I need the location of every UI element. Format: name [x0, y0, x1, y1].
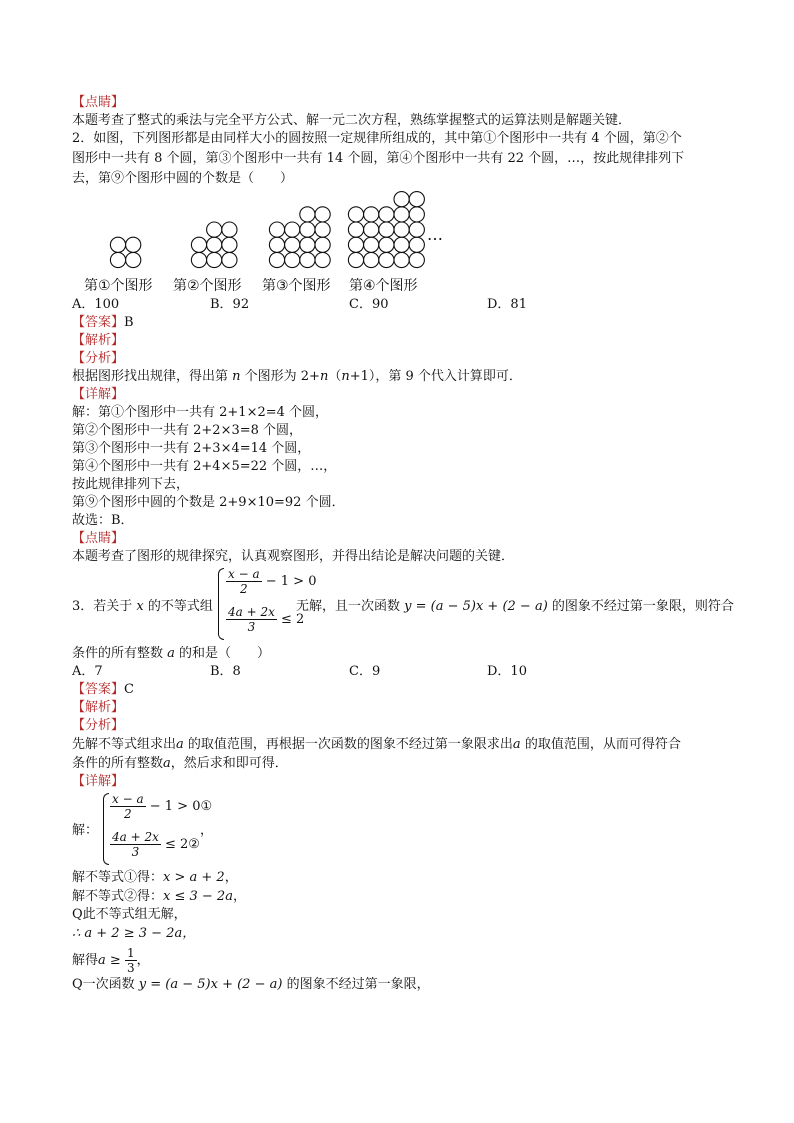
pattern-circle	[191, 237, 206, 252]
figure-1-label: 第①个图形	[84, 278, 153, 294]
text-run: 的取值范围，从而可得符合	[520, 737, 681, 752]
pattern-circle	[222, 237, 237, 252]
var-n: n	[232, 369, 241, 384]
pattern-circle	[348, 237, 363, 252]
q3-result-5	[72, 946, 150, 975]
q3-result-6	[72, 976, 430, 993]
q3-option-d: D．10	[487, 664, 527, 679]
pattern-circle	[348, 252, 363, 267]
pattern-circle	[110, 252, 125, 267]
note-text-2: 本题考查了图形的规律探究，认真观察图形，并得出结论是解决问题的关键．	[72, 549, 515, 564]
figure-4-label: 第④个图形	[349, 278, 418, 294]
text-run: Q一次函数	[72, 977, 139, 992]
denominator: 2	[123, 807, 132, 821]
pattern-circle	[207, 237, 222, 252]
pattern-circle	[409, 222, 424, 237]
q3-inequality-2	[226, 605, 304, 634]
pattern-circle	[315, 237, 330, 252]
denominator: 2	[239, 582, 248, 596]
text-run: 3．若关于	[72, 599, 137, 614]
pattern-circle	[409, 207, 424, 222]
text-run: （	[328, 369, 342, 384]
var-n: n	[319, 369, 329, 384]
text-run: 解不等式①得：	[72, 870, 164, 885]
text-run: ，	[232, 889, 246, 904]
text-run: 解不等式②得：	[72, 889, 164, 904]
q3-answer-value: C	[124, 682, 134, 697]
var-a: a	[512, 737, 521, 752]
pattern-circle	[364, 207, 379, 222]
pattern-circle	[207, 222, 222, 237]
q3-solution-brace	[103, 793, 109, 865]
text-run: 的和是（ ）	[174, 646, 271, 661]
q2-option-a: A．100	[72, 297, 120, 312]
pattern-circle	[269, 252, 284, 267]
fraction	[226, 605, 277, 634]
text-run: ，	[224, 870, 238, 885]
q2-detail-6: 第⑨个图形中圆的个数是 2+9×10=92 个圆．	[72, 495, 345, 510]
pattern-circle	[394, 207, 409, 222]
q3-stem-end	[296, 598, 734, 615]
text-run: − 1 > 0①	[149, 799, 213, 814]
q2-analysis	[72, 368, 522, 385]
pattern-circle	[315, 222, 330, 237]
q3-answer-line	[72, 681, 134, 698]
text-run: ≤ 2②	[165, 837, 200, 852]
fraction	[110, 830, 161, 859]
text-run: 的取值范围，再根据一次函数的图象不经过第一象限求出	[183, 737, 513, 752]
pattern-circle	[315, 252, 330, 267]
denominator: 3	[126, 961, 135, 975]
pattern-circle	[126, 237, 141, 252]
figure-ellipsis: …	[427, 225, 443, 244]
pattern-circle	[394, 192, 409, 207]
xiangjie-heading: 【详解】	[72, 387, 125, 402]
fraction	[110, 792, 146, 821]
numerator: x − a	[228, 567, 260, 581]
fenxi-heading: 【分析】	[72, 351, 125, 366]
pattern-circle	[300, 252, 315, 267]
figure-1-circles	[110, 237, 140, 267]
pattern-circle	[409, 252, 424, 267]
text-run: 的图象不经过第一象限，	[282, 977, 430, 992]
denominator: 3	[247, 620, 256, 634]
text-run: − 1 > 0	[265, 574, 317, 589]
q2-detail-5: 按此规律排列下去，	[72, 477, 190, 492]
q3-result-4: ∴ a + 2 ≥ 3 − 2a，	[72, 926, 196, 941]
jiexi-heading-3: 【解析】	[72, 700, 125, 715]
pattern-circle	[300, 237, 315, 252]
var-a: a	[163, 756, 171, 771]
fenxi-heading-3: 【分析】	[72, 718, 125, 733]
q3-analysis-line-2	[72, 755, 288, 772]
q2-detail-4: 第④个图形中一共有 2+4×5=22 个圆，…，	[72, 459, 337, 474]
q3-option-a: A．7	[72, 664, 103, 679]
answer-heading: 【答案】	[72, 682, 125, 697]
q2-detail-3: 第③个图形中一共有 2+3×4=14 个圆，	[72, 441, 311, 456]
q3-analysis-line-1	[72, 736, 681, 753]
jiexi-heading: 【解析】	[72, 333, 125, 348]
text-run: ≤ 2	[281, 612, 305, 627]
text-run: +1），第 9 个代入计算即可．	[349, 369, 522, 384]
q3-stem-start	[72, 598, 213, 615]
q2-detail-1: 解：第①个图形中一共有 2+1×2=4 个圆，	[72, 405, 329, 420]
q3-solution-ineq-1	[110, 792, 212, 821]
q3-inequality-1	[226, 567, 316, 596]
question-2-line-2: 图形中一共有 8 个圆，第③个图形中一共有 14 个圆，第④个图形中一共有 22 个圆，…，按此规律排列下	[72, 151, 685, 166]
pattern-circle	[222, 222, 237, 237]
text-run: 解得	[72, 953, 99, 968]
q2-detail-2: 第②个图形中一共有 2+2×3=8 个圆，	[72, 423, 303, 438]
pattern-circle	[409, 192, 424, 207]
pattern-circle	[379, 222, 394, 237]
q3-solution-ineq-2	[110, 830, 200, 859]
dianjing-heading-2: 【点睛】	[72, 531, 125, 546]
pattern-circle	[394, 222, 409, 237]
pattern-circle	[379, 252, 394, 267]
q3-option-b: B．8	[210, 664, 241, 679]
figure-4-circles	[348, 192, 424, 268]
var-a: a	[176, 737, 184, 752]
text-run: 根据图形找出规律，得出第	[72, 369, 233, 384]
math-expr: x > a + 2	[163, 870, 225, 885]
figure-3-circles	[269, 207, 330, 268]
numerator: 4a + 2x	[112, 830, 159, 844]
pattern-circle	[222, 252, 237, 267]
text-run: 的图象不经过第一象限，则符合	[547, 599, 734, 614]
q3-solution-comma: ，	[200, 823, 214, 838]
text-run: 条件的所有整数	[72, 756, 164, 771]
denominator: 3	[131, 845, 140, 859]
pattern-circle	[409, 237, 424, 252]
numerator: 4a + 2x	[228, 605, 275, 619]
q3-solution-label: 解：	[72, 823, 99, 838]
math-expr: a ≥	[98, 953, 121, 968]
math-expr: x ≤ 3 − 2a	[163, 889, 233, 904]
var-a: a	[167, 646, 175, 661]
pattern-circle	[394, 252, 409, 267]
math-function: y = (a − 5)x + (2 − a)	[404, 599, 548, 614]
q2-detail-7: 故选：B．	[72, 513, 134, 528]
math-function: y = (a − 5)x + (2 − a)	[138, 977, 283, 992]
q2-answer-value: B	[124, 315, 134, 330]
pattern-circle	[269, 222, 284, 237]
var-x: x	[136, 599, 144, 614]
section-heading-dianjing: 【点睛】	[72, 95, 125, 110]
q2-option-d: D．81	[487, 297, 527, 312]
pattern-circle	[207, 252, 222, 267]
pattern-circle	[315, 207, 330, 222]
pattern-circle	[285, 237, 300, 252]
answer-heading: 【答案】	[72, 315, 125, 330]
numerator: 1	[126, 946, 135, 960]
text-run: 无解，且一次函数	[296, 599, 405, 614]
pattern-circle	[300, 222, 315, 237]
pattern-circle	[285, 222, 300, 237]
fraction-one-third	[125, 946, 137, 975]
note-text: 本题考查了整式的乘法与完全平方公式、解一元二次方程，熟练掌握整式的运算法则是解题关键．	[72, 113, 632, 128]
pattern-circle	[191, 252, 206, 267]
pattern-circle	[300, 207, 315, 222]
figure-2-label: 第②个图形	[173, 278, 242, 294]
q2-option-c: C．90	[349, 297, 389, 312]
question-2-line-1: 2．如图，下列图形都是由同样大小的圆按照一定规律所组成的，其中第①个图形中一共有 4 个圆，第②个	[72, 131, 682, 146]
pattern-circle	[348, 207, 363, 222]
pattern-circle	[348, 222, 363, 237]
q3-result-3: Q此不等式组无解，	[72, 907, 187, 922]
fraction	[226, 567, 262, 596]
q3-option-c: C．9	[349, 664, 381, 679]
text-run: 先解不等式组求出	[72, 737, 177, 752]
question-2-line-3: 去，第⑨个图形中圆的个数是（ ）	[72, 171, 294, 186]
pattern-circle	[379, 207, 394, 222]
pattern-circle	[394, 237, 409, 252]
q2-option-b: B．92	[210, 297, 250, 312]
figure-2-circles	[191, 222, 237, 268]
pattern-circle	[364, 252, 379, 267]
text-run: 的不等式组	[143, 599, 213, 614]
xiangjie-heading-3: 【详解】	[72, 774, 125, 789]
pattern-circle	[110, 237, 125, 252]
pattern-circle	[269, 237, 284, 252]
q3-result-1	[72, 869, 238, 886]
text-run: ，	[136, 953, 150, 968]
pattern-circle	[364, 237, 379, 252]
pattern-circle	[379, 237, 394, 252]
pattern-circle	[126, 252, 141, 267]
pattern-circle	[285, 252, 300, 267]
q3-system-brace	[218, 568, 224, 640]
numerator: x − a	[112, 792, 144, 806]
text-run: 条件的所有整数	[72, 646, 168, 661]
q3-result-2	[72, 888, 246, 905]
text-run: ，然后求和即可得．	[170, 756, 288, 771]
text-run: 个图形为 2+	[240, 369, 320, 384]
figure-3-label: 第③个图形	[262, 278, 331, 294]
q2-answer-line	[72, 314, 134, 331]
pattern-circle	[364, 222, 379, 237]
q3-stem-line-2	[72, 645, 270, 662]
var-n: n	[341, 369, 350, 384]
